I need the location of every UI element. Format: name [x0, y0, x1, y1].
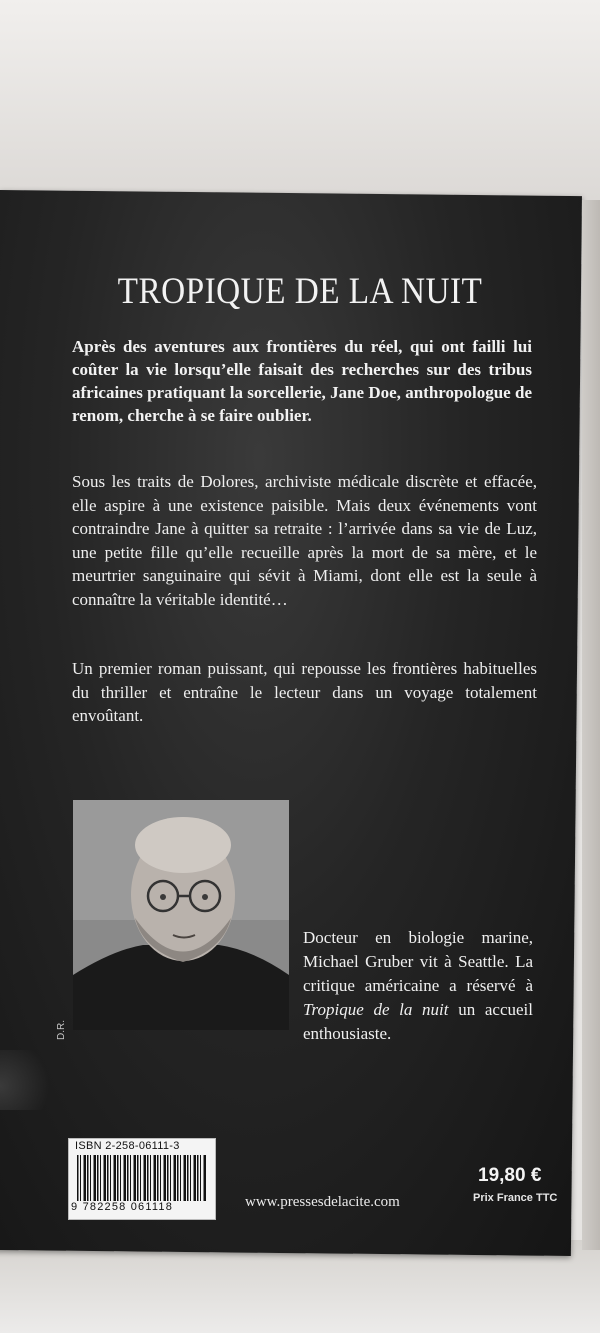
book-title: TROPIQUE DE LA NUIT — [117, 271, 483, 312]
author-bio-text-2: un accueil enthousiaste. — [303, 1000, 533, 1043]
barcode — [77, 1155, 207, 1201]
price-note: Prix France TTC — [473, 1192, 558, 1204]
blurb-paragraph-1: Sous les traits de Dolores, archiviste médicale discrète et effacée, elle aspire à une existence paisible. Mais deux événements vont contraindre Jane à quitter sa retraite : l’arrivée dans sa vie de Luz, une petite fille qu’elle recueille après la mort de sa mère, et le meurtrier sanguinaire qui sévit à Miami, dont elle est la seule à connaître la véritable identité… — [72, 472, 537, 609]
author-bio-text-1: Docteur en biologie marine, Michael Gruber vit à Seattle. La critique américaine a réservé à — [303, 928, 533, 995]
cover-wear-mark — [0, 1050, 60, 1110]
author-photo — [73, 800, 289, 1030]
price: 19,80 € — [478, 1165, 542, 1186]
isbn-barcode-panel — [68, 1138, 216, 1220]
book-spine — [582, 200, 600, 1250]
blurb-paragraph-2: Un premier roman puissant, qui repousse les frontières habituelles du thriller et entraîne le lecteur dans un voyage totalement envoûtant. — [72, 659, 537, 725]
author-bio-book-title: Tropique de la nuit — [303, 1000, 449, 1019]
publisher-website: www.pressesdelacite.com — [245, 1194, 400, 1210]
background-top — [0, 0, 600, 200]
photo-credit: D.R. — [56, 1020, 67, 1040]
author-bio — [303, 926, 533, 1046]
isbn-label: ISBN 2-258-06111-3 — [75, 1140, 180, 1152]
barcode-digits: 9 782258 061118 — [71, 1201, 174, 1213]
blurb-intro: Après des aventures aux frontières du réel, qui ont failli lui coûter la vie lorsqu’elle faisait des recherches sur des tribus africaines pratiquant la sorcellerie, Jane Doe, anthropologue de renom, cherche à se faire oublier. — [72, 337, 532, 425]
